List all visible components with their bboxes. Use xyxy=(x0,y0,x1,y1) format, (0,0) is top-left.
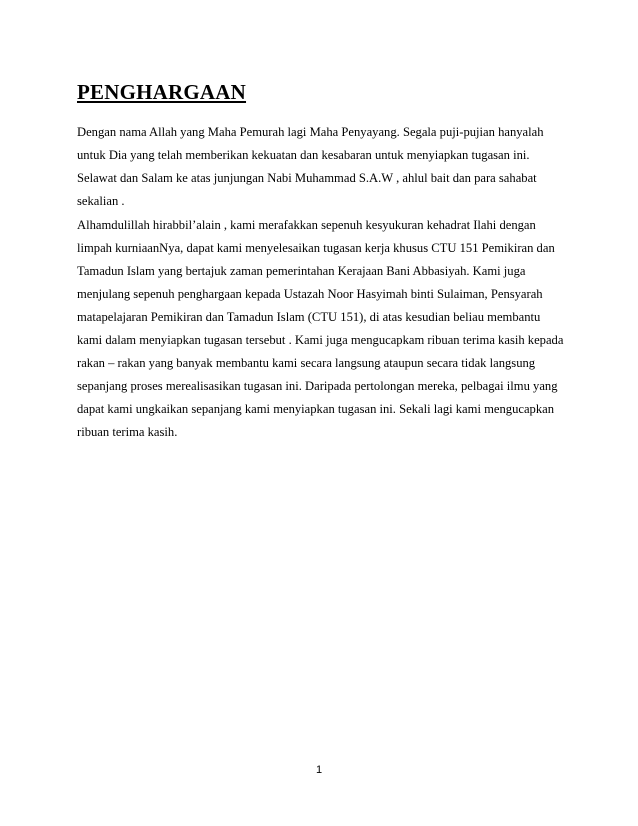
paragraph-line: kami dalam menyiapkan tugasan tersebut . Kami juga mengucapkam ribuan terima kasih kepada xyxy=(77,333,564,347)
paragraph-line: menjulang sepenuh penghargaan kepada Ustazah Noor Hasyimah binti Sulaiman, Pensyarah xyxy=(77,287,543,301)
paragraph-line: sekalian . xyxy=(77,194,125,208)
paragraph-line: limpah kurniaanNya, dapat kami menyelesaikan tugasan kerja khusus CTU 151 Pemikiran dan xyxy=(77,241,555,255)
paragraph-line: dapat kami ungkaikan sepanjang kami menyiapkan tugasan ini. Sekali lagi kami mengucapkan xyxy=(77,402,555,416)
paragraph-line: Selawat dan Salam ke atas junjungan Nabi Muhammad S.A.W , ahlul bait dan para sahabat xyxy=(77,171,537,185)
paragraph-opening xyxy=(77,121,544,213)
paragraph-line: sepanjang proses merealisasikan tugasan ini. Daripada pertolongan mereka, pelbagai ilmu yang xyxy=(77,379,558,393)
paragraph-line: Dengan nama Allah yang Maha Pemurah lagi Maha Penyayang. Segala puji-pujian hanyalah xyxy=(77,125,544,139)
paragraph-acknowledgement xyxy=(77,214,563,444)
page-title: PENGHARGAAN xyxy=(77,80,247,104)
paragraph-line: ribuan terima kasih. xyxy=(77,425,178,439)
page-number: 1 xyxy=(315,764,323,776)
paragraph-line: rakan – rakan yang banyak membantu kami secara langsung ataupun secara tidak langsung xyxy=(77,356,536,370)
paragraph-line: Alhamdulillah hirabbil’alain , kami merafakkan sepenuh kesyukuran kehadrat Ilahi dengan xyxy=(77,218,536,232)
paragraph-line: matapelajaran Pemikiran dan Tamadun Islam (CTU 151), di atas kesudian beliau membantu xyxy=(77,310,541,324)
paragraph-line: Tamadun Islam yang bertajuk zaman pemerintahan Kerajaan Bani Abbasiyah. Kami juga xyxy=(77,264,526,278)
paragraph-line: untuk Dia yang telah memberikan kekuatan dan kesabaran untuk menyiapkan tugasan ini. xyxy=(77,148,530,162)
